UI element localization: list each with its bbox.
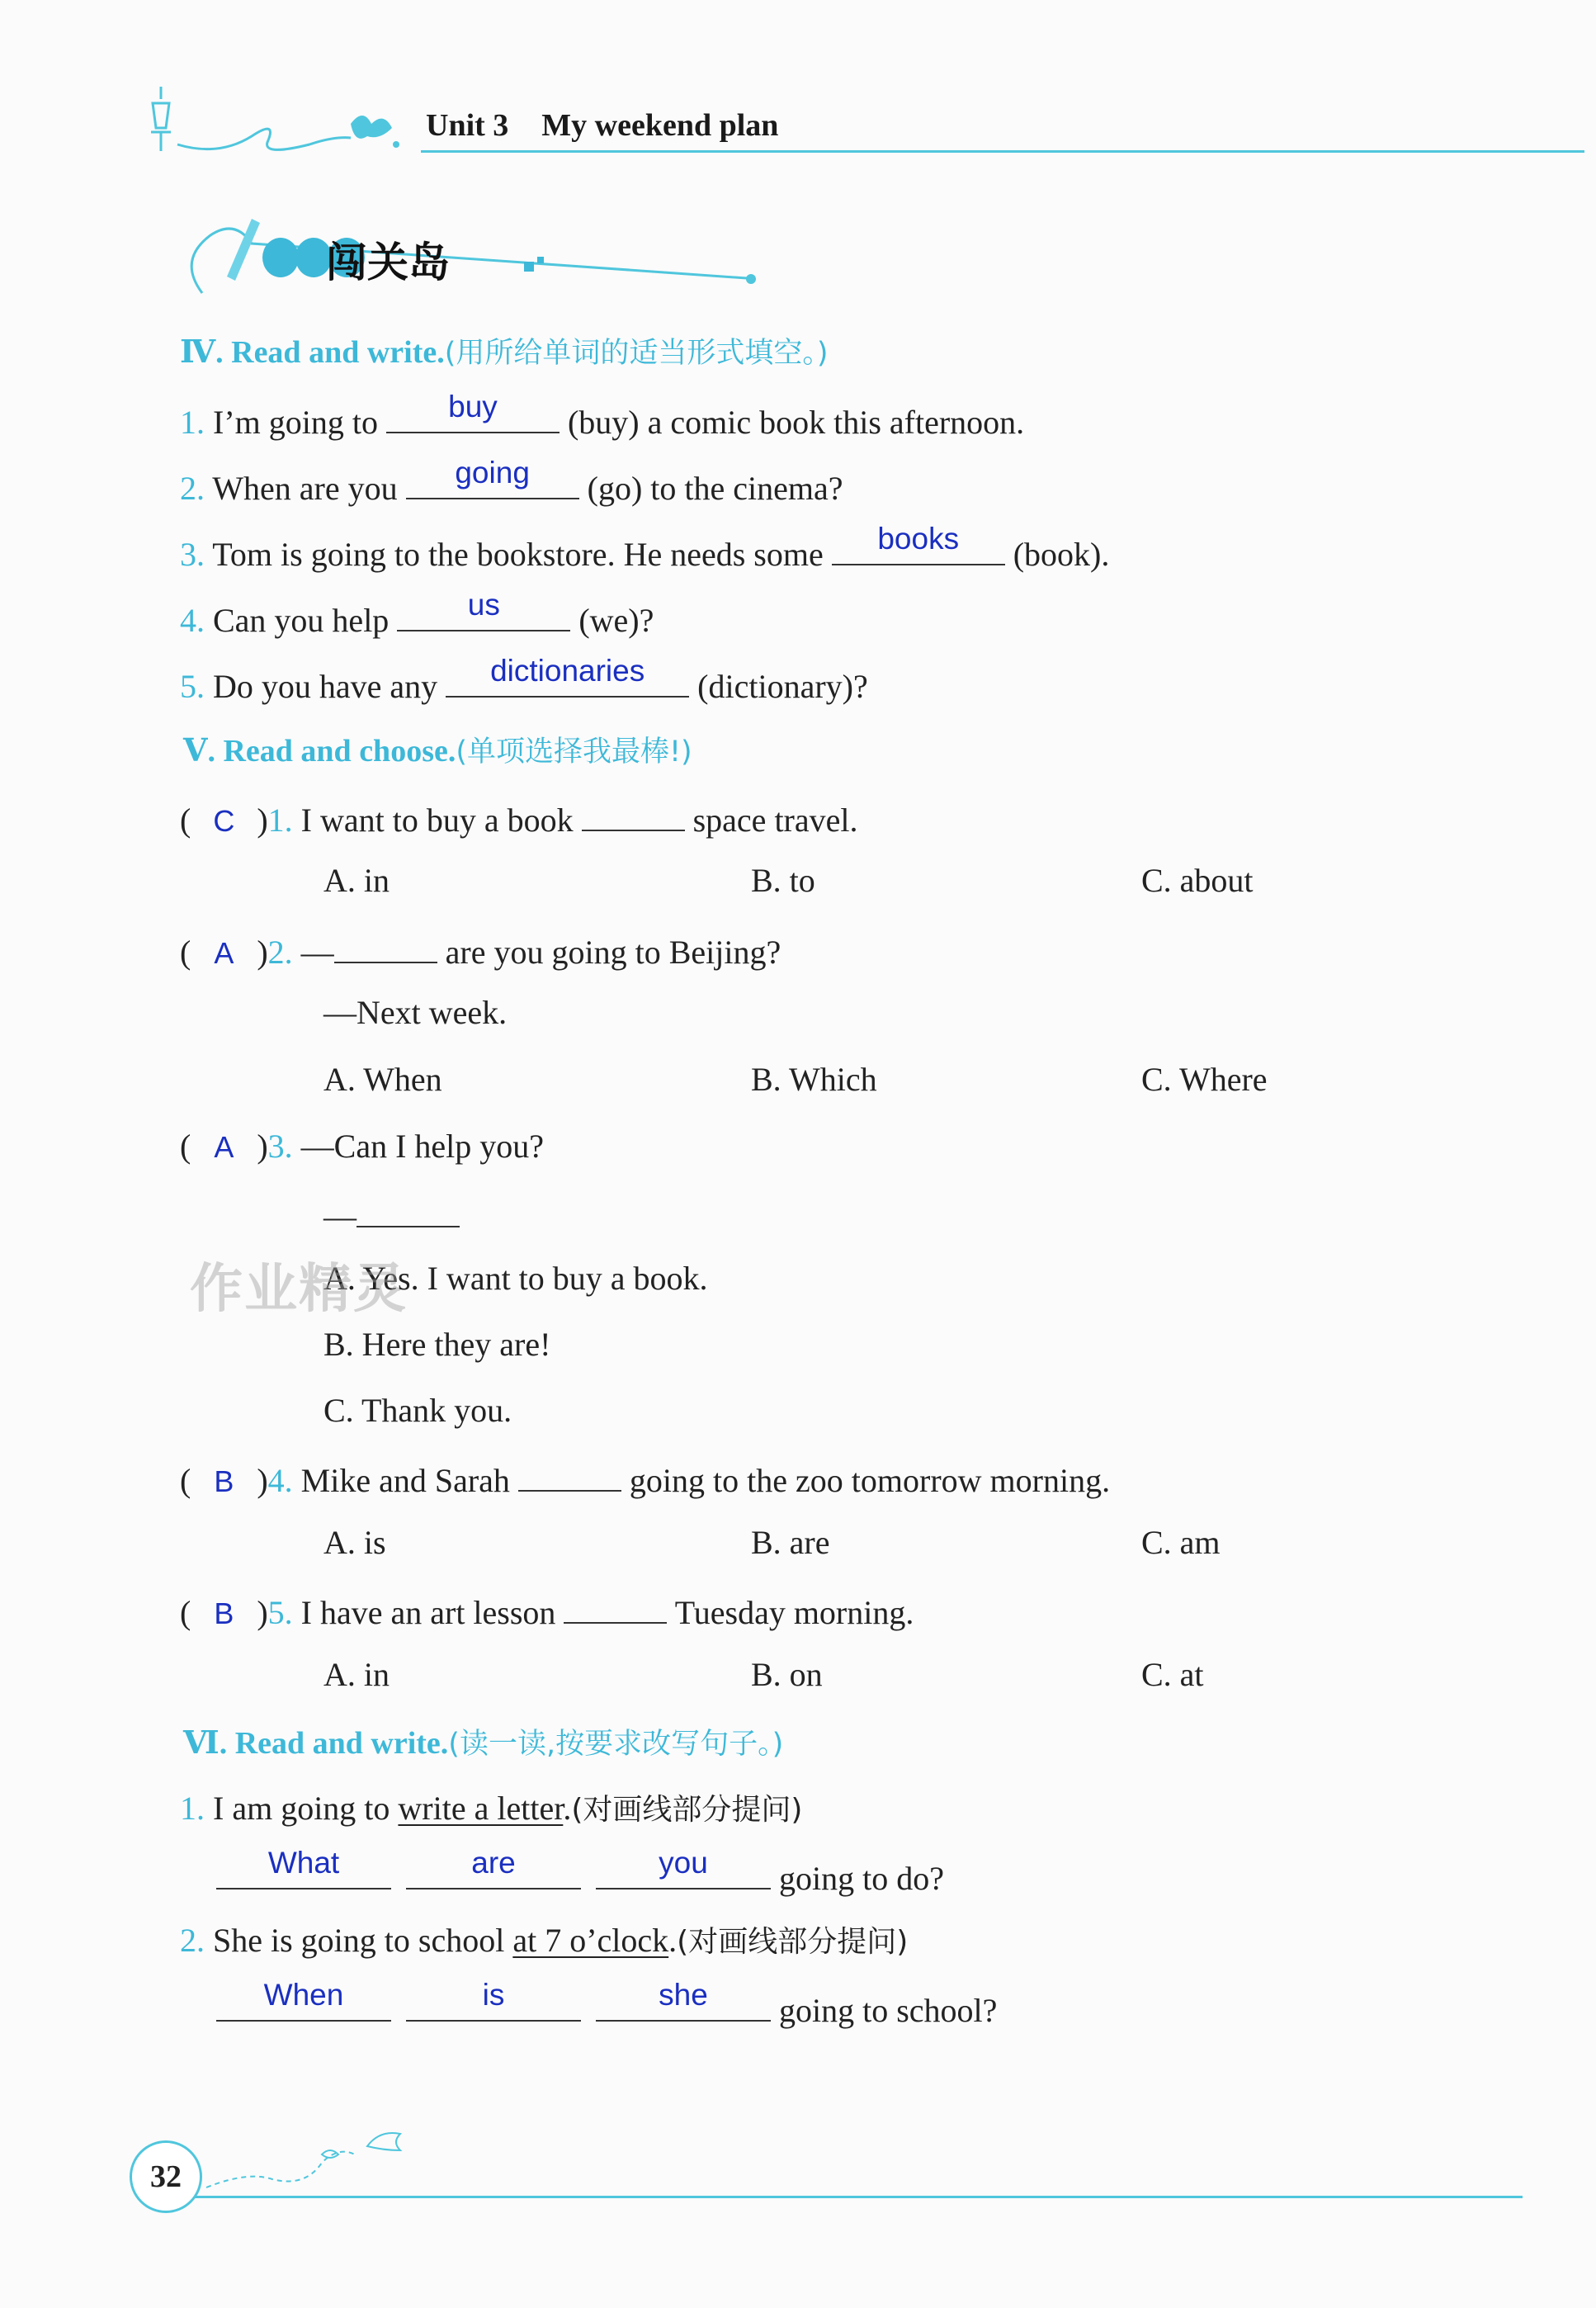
option-c: C. Where bbox=[1141, 1061, 1268, 1098]
answer: are bbox=[471, 1846, 516, 1880]
option-c: C. about bbox=[1141, 862, 1254, 899]
unit-label: Unit 3 bbox=[426, 108, 509, 143]
option-a: A. is bbox=[323, 1524, 386, 1561]
footer-decoration bbox=[198, 2097, 413, 2196]
reply-line: —Next week. bbox=[323, 994, 508, 1031]
s5-question-1: ( C )1. I want to buy a book space travel. bbox=[180, 797, 858, 841]
underlined-phrase: write a letter bbox=[398, 1790, 564, 1827]
answer: buy bbox=[448, 390, 498, 423]
answer: she bbox=[659, 1978, 708, 2012]
header-rule bbox=[421, 150, 1584, 153]
s5-question-2: ( A )2. — are you going to Beijing? bbox=[180, 929, 781, 973]
s4-item-1: 1. I’m going to buy (buy) a comic book this afternoon. bbox=[180, 399, 1024, 442]
header-title bbox=[426, 107, 778, 144]
option-b: B. to bbox=[751, 862, 815, 899]
option-a: A. Yes. I want to buy a book. bbox=[323, 1260, 708, 1297]
choice-answer: A bbox=[214, 1130, 234, 1164]
option-c: C. am bbox=[1141, 1524, 1221, 1561]
answer: What bbox=[267, 1846, 340, 1880]
section-4-heading: Ⅳ. Read and write.(用所给单词的适当形式填空。) bbox=[180, 335, 829, 370]
page-number: 32 bbox=[130, 2140, 202, 2213]
option-c: C. Thank you. bbox=[323, 1392, 512, 1429]
option-b: B. are bbox=[751, 1524, 830, 1561]
banner-title: 闯关岛 bbox=[326, 239, 450, 286]
answer: you bbox=[659, 1846, 708, 1880]
s4-item-3: 3. Tom is going to the bookstore. He needs some books (book). bbox=[180, 531, 1109, 575]
answer: is bbox=[482, 1978, 505, 2012]
underlined-phrase: at 7 o’clock bbox=[512, 1922, 669, 1959]
s4-item-2: 2. When are you going (go) to the cinema? bbox=[180, 465, 843, 508]
reply-blank: — bbox=[323, 1193, 460, 1237]
answer: us bbox=[467, 588, 500, 622]
s5-question-4: ( B )4. Mike and Sarah going to the zoo tomorrow morning. bbox=[180, 1457, 1110, 1502]
answer: going bbox=[455, 456, 530, 490]
option-a: A. When bbox=[323, 1061, 442, 1098]
option-a: A. in bbox=[323, 862, 390, 899]
s5-question-5: ( B )5. I have an art lesson Tuesday morning. bbox=[180, 1589, 914, 1634]
banner-decoration bbox=[177, 210, 763, 301]
option-a: A. in bbox=[323, 1656, 390, 1693]
s4-item-4: 4. Can you help us (we)? bbox=[180, 597, 654, 641]
s5-question-3: ( A )3. —Can I help you? bbox=[180, 1127, 544, 1167]
s4-item-5: 5. Do you have any dictionaries (dictionary)? bbox=[180, 663, 868, 707]
header-decoration bbox=[144, 78, 417, 161]
footer-rule bbox=[169, 2196, 1523, 2198]
option-b: B. Which bbox=[751, 1061, 877, 1098]
s6-question-2: 2. She is going to school at 7 o’clock.(对画线部分提问) bbox=[180, 1922, 909, 1959]
answer: dictionaries bbox=[490, 654, 645, 688]
choice-answer: C bbox=[213, 804, 235, 838]
s6-answer-row-1: What are you going to do? bbox=[216, 1855, 944, 1899]
option-c: C. at bbox=[1141, 1656, 1204, 1693]
s6-answer-row-2: When is she going to school? bbox=[216, 1987, 997, 2031]
unit-title: My weekend plan bbox=[541, 108, 779, 143]
answer: books bbox=[877, 522, 960, 556]
section-5-heading: Ⅴ. Read and choose.(单项选择我最棒!) bbox=[183, 734, 692, 769]
option-b: B. on bbox=[751, 1656, 823, 1693]
answer: When bbox=[263, 1978, 344, 2012]
choice-answer: B bbox=[214, 1464, 234, 1498]
watermark: 作业精灵 bbox=[190, 1259, 408, 1320]
choice-answer: B bbox=[214, 1596, 234, 1630]
option-b: B. Here they are! bbox=[323, 1326, 551, 1363]
choice-answer: A bbox=[214, 936, 234, 970]
s6-question-1: 1. I am going to write a letter.(对画线部分提问) bbox=[180, 1790, 803, 1827]
section-6-heading: Ⅵ. Read and write.(读一读,按要求改写句子。) bbox=[183, 1726, 784, 1761]
